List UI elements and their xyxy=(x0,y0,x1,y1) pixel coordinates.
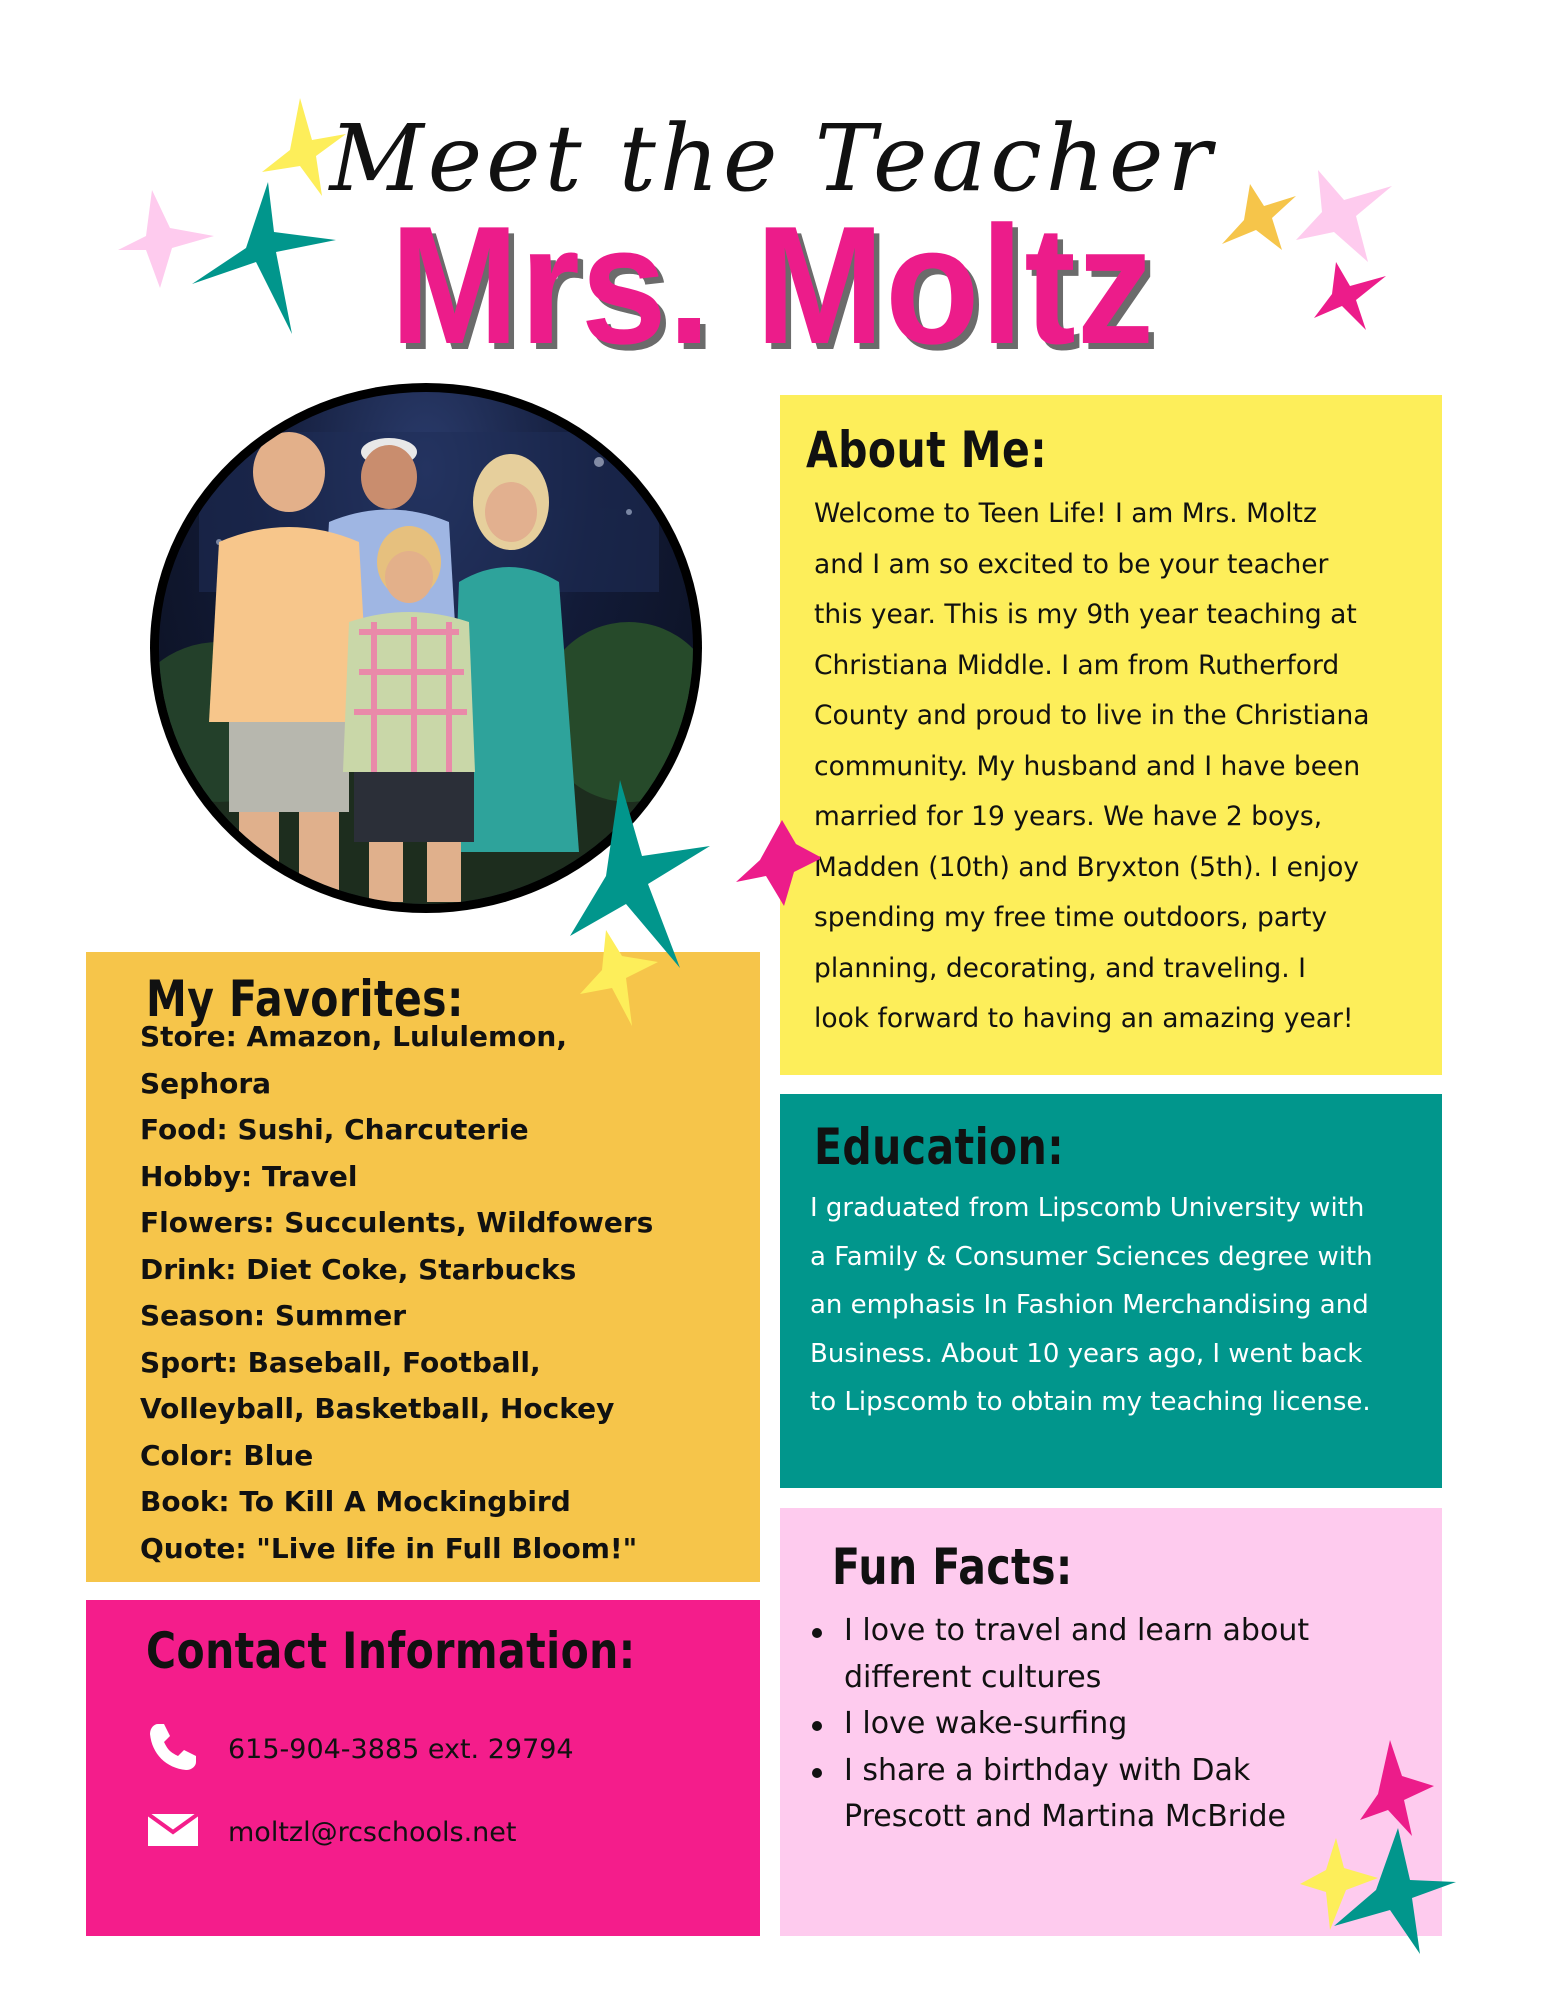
favorite-line: Quote: "Live life in Full Bloom!" xyxy=(140,1531,638,1565)
phone-number[interactable]: 615-904-3885 ext. 29794 xyxy=(228,1733,574,1765)
contact-email-row xyxy=(146,1810,516,1854)
fun-fact-line: I love to travel and learn about xyxy=(844,1613,1310,1648)
contact-panel xyxy=(86,1600,760,1936)
favorite-line: Volleyball, Basketball, Hockey xyxy=(140,1392,615,1425)
about-me-line: married for 19 years. We have 2 boys, xyxy=(814,801,1323,832)
about-me-text xyxy=(814,489,1370,1045)
education-line: to Lipscomb to obtain my teaching license. xyxy=(810,1387,1371,1417)
fun-fact-line: different cultures xyxy=(844,1659,1102,1695)
about-me-line: community. My husband and I have been xyxy=(814,750,1361,782)
favorite-line: Food: Sushi, Charcuterie xyxy=(140,1113,529,1146)
contact-heading: Contact Information: xyxy=(146,1622,636,1680)
decorative-stars-bottom xyxy=(1260,1740,1460,1960)
favorite-line: Drink: Diet Coke, Starbucks xyxy=(140,1252,577,1286)
education-heading: Education: xyxy=(814,1118,1065,1176)
star-teal-bottom-icon xyxy=(1334,1828,1456,1954)
favorite-line: Season: Summer xyxy=(140,1299,407,1332)
about-me-line: this year. This is my 9th year teaching at xyxy=(814,599,1357,630)
fun-fact-line: I love wake-surfing xyxy=(844,1706,1128,1741)
decorative-stars-middle xyxy=(560,780,820,1040)
favorite-line: Flowers: Succulents, Wildfowers xyxy=(140,1206,654,1239)
about-me-heading: About Me: xyxy=(806,421,1048,479)
about-me-line: look forward to having an amazing year! xyxy=(814,1003,1354,1034)
favorite-line: Color: Blue xyxy=(140,1438,314,1472)
favorite-line: Book: To Kill A Mockingbird xyxy=(140,1485,571,1518)
fun-facts-heading: Fun Facts: xyxy=(832,1538,1073,1596)
about-me-panel xyxy=(780,395,1442,1075)
favorites-panel xyxy=(86,952,760,1582)
email-address[interactable]: moltzl@rcschools.net xyxy=(228,1816,517,1848)
star-magenta-photo-icon xyxy=(736,820,820,906)
envelope-icon xyxy=(146,1810,200,1854)
about-me-line: and I am so excited to be your teacher xyxy=(814,548,1329,580)
fun-fact-line: I share a birthday with Dak xyxy=(844,1752,1251,1788)
teacher-name-title: Mrs. Moltz xyxy=(390,191,1155,379)
meet-the-teacher-title: Meet the Teacher xyxy=(329,105,1216,212)
education-panel xyxy=(780,1094,1442,1488)
star-magenta-bottom-icon xyxy=(1360,1740,1434,1836)
about-me-line: spending my free time outdoors, party xyxy=(814,902,1328,933)
fun-fact-item xyxy=(808,1608,1309,1701)
about-me-line: County and proud to live in the Christiana xyxy=(814,700,1370,731)
favorite-line: Sephora xyxy=(140,1066,272,1100)
about-me-line: Christiana Middle. I am from Rutherford xyxy=(814,649,1340,681)
fun-fact-item xyxy=(808,1701,1309,1748)
phone-icon xyxy=(146,1720,200,1778)
about-me-line: Madden (10th) and Bryxton (5th). I enjoy xyxy=(814,851,1359,883)
favorite-line: Store: Amazon, Lululemon, xyxy=(140,1020,567,1053)
education-line: I graduated from Lipscomb University with xyxy=(810,1193,1365,1223)
favorite-line: Hobby: Travel xyxy=(140,1159,358,1193)
education-line: a Family & Consumer Sciences degree with xyxy=(810,1241,1373,1272)
about-me-line: Welcome to Teen Life! I am Mrs. Moltz xyxy=(814,498,1317,529)
star-teal-photo-icon xyxy=(570,780,710,968)
fun-fact-line: Prescott and Martina McBride xyxy=(844,1799,1286,1834)
about-me-line: planning, decorating, and traveling. I xyxy=(814,952,1306,984)
favorites-list xyxy=(140,1014,653,1572)
favorite-line: Sport: Baseball, Football, xyxy=(140,1345,541,1379)
education-line: Business. About 10 years ago, I went back xyxy=(810,1338,1363,1369)
education-text xyxy=(810,1184,1373,1427)
contact-phone-row xyxy=(146,1720,574,1778)
star-yellow-photo-icon xyxy=(580,930,658,1026)
favorites-heading: My Favorites: xyxy=(146,970,464,1028)
education-line: an emphasis In Fashion Merchandising and xyxy=(810,1290,1369,1320)
fun-fact-item xyxy=(808,1748,1309,1841)
fun-facts-list xyxy=(808,1608,1309,1841)
